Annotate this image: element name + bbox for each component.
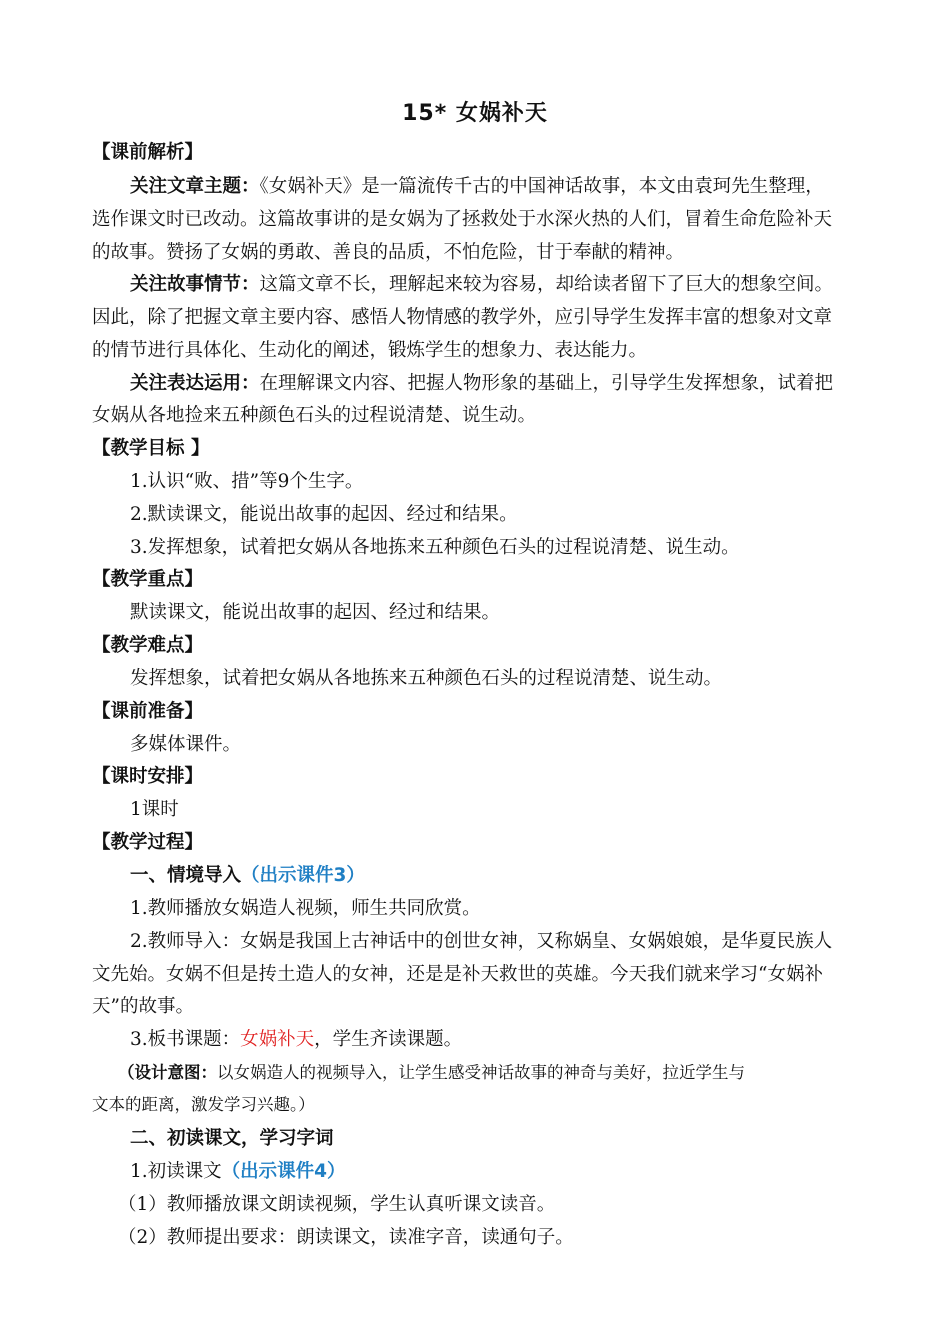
step1-heading-text: 一、情境导入 xyxy=(130,865,242,886)
step2-slide-ref: （出示课件4） xyxy=(221,1161,346,1182)
section-goals: 【教学目标 】 xyxy=(92,438,210,459)
theme-text-1: 《女娲补天》是一篇流传千古的中国神话故事，本文由袁珂先生整理， xyxy=(259,176,824,197)
step2-heading: 二、初读课文，学习字词 xyxy=(130,1128,334,1149)
design-intent-line-1 xyxy=(118,1059,745,1083)
process-p1: 1.教师播放女娲造人视频，师生共同欣赏。 xyxy=(130,898,481,919)
difficulty-text: 发挥想象，试着把女娲从各地拣来五种颜色石头的过程说清楚、说生动。 xyxy=(130,668,723,689)
process-p2-line-1: 2.教师导入：女娲是我国上古神话中的创世女神，又称娲皇、女娲娘娘，是华夏民族人 xyxy=(130,931,833,952)
expr-line-1 xyxy=(130,369,833,395)
key-text: 默读课文，能说出故事的起因、经过和结果。 xyxy=(130,602,501,623)
section-prep: 【课前准备】 xyxy=(92,701,204,722)
blackboard-title: 女娲补天 xyxy=(240,1029,315,1050)
prep-text: 多媒体课件。 xyxy=(130,734,242,755)
step1-slide-ref: （出示课件3） xyxy=(241,865,365,886)
section-key: 【教学重点】 xyxy=(92,569,204,590)
section-schedule: 【课时安排】 xyxy=(92,766,204,787)
expr-label: 关注表达运用： xyxy=(130,373,260,394)
plot-line-3: 的情节进行具体化、生动化的阐述，锻炼学生的想象力、表达能力。 xyxy=(92,340,648,361)
p3-suffix: ，学生齐读课题。 xyxy=(314,1029,463,1050)
theme-line-3: 的故事。赞扬了女娲的勇敢、善良的品质，不怕危险，甘于奉献的精神。 xyxy=(92,242,685,263)
expr-line-2: 女娲从各地捡来五种颜色石头的过程说清楚、说生动。 xyxy=(92,405,537,426)
schedule-text: 1课时 xyxy=(130,799,179,820)
process-p2-line-3: 天”的故事。 xyxy=(92,996,194,1017)
expr-text-1: 在理解课文内容、把握人物形象的基础上，引导学生发挥想象，试着把 xyxy=(259,373,834,394)
step1-heading xyxy=(130,861,365,887)
theme-line-1 xyxy=(130,172,824,198)
plot-label: 关注故事情节： xyxy=(130,274,260,295)
design-intent-label: （设计意图： xyxy=(118,1063,217,1082)
theme-label: 关注文章主题： xyxy=(130,176,260,197)
section-process: 【教学过程】 xyxy=(92,832,204,853)
process-p2-line-2: 文先始。女娲不但是抟土造人的女神，还是是补天救世的英雄。今天我们就来学习“女娲补 xyxy=(92,964,823,985)
design-intent-line-2: 文本的距离，激发学习兴趣。） xyxy=(92,1095,315,1114)
step2-sub-b: （2）教师提出要求：朗读课文，读准字音，读通句子。 xyxy=(118,1227,574,1248)
plot-text-1: 这篇文章不长，理解起来较为容易，却给读者留下了巨大的想象空间。 xyxy=(259,274,834,295)
step2-sub-a: （1）教师播放课文朗读视频，学生认真听课文读音。 xyxy=(118,1194,556,1215)
plot-line-2: 因此，除了把握文章主要内容、感悟人物情感的教学外，应引导学生发挥丰富的想象对文章 xyxy=(92,307,833,328)
goal-1: 1.认识“败、措”等9个生字。 xyxy=(130,471,364,492)
section-difficulty: 【教学难点】 xyxy=(92,635,204,656)
theme-line-2: 选作课文时已改动。这篇故事讲的是女娲为了拯救处于水深火热的人们，冒着生命危险补天 xyxy=(92,209,833,230)
page-title: 15* 女娲补天 xyxy=(402,101,548,126)
design-intent-text-1: 以女娲造人的视频导入，让学生感受神话故事的神奇与美好，拉近学生与 xyxy=(217,1063,745,1082)
step2-item-1-text: 1.初读课文 xyxy=(130,1161,222,1182)
plot-line-1 xyxy=(130,270,833,296)
process-p3 xyxy=(130,1025,462,1051)
section-analysis: 【课前解析】 xyxy=(92,142,204,163)
goal-2: 2.默读课文，能说出故事的起因、经过和结果。 xyxy=(130,504,518,525)
p3-prefix: 3.板书课题： xyxy=(130,1029,241,1050)
step2-item-1 xyxy=(130,1157,346,1183)
goal-3: 3.发挥想象，试着把女娲从各地拣来五种颜色石头的过程说清楚、说生动。 xyxy=(130,537,740,558)
